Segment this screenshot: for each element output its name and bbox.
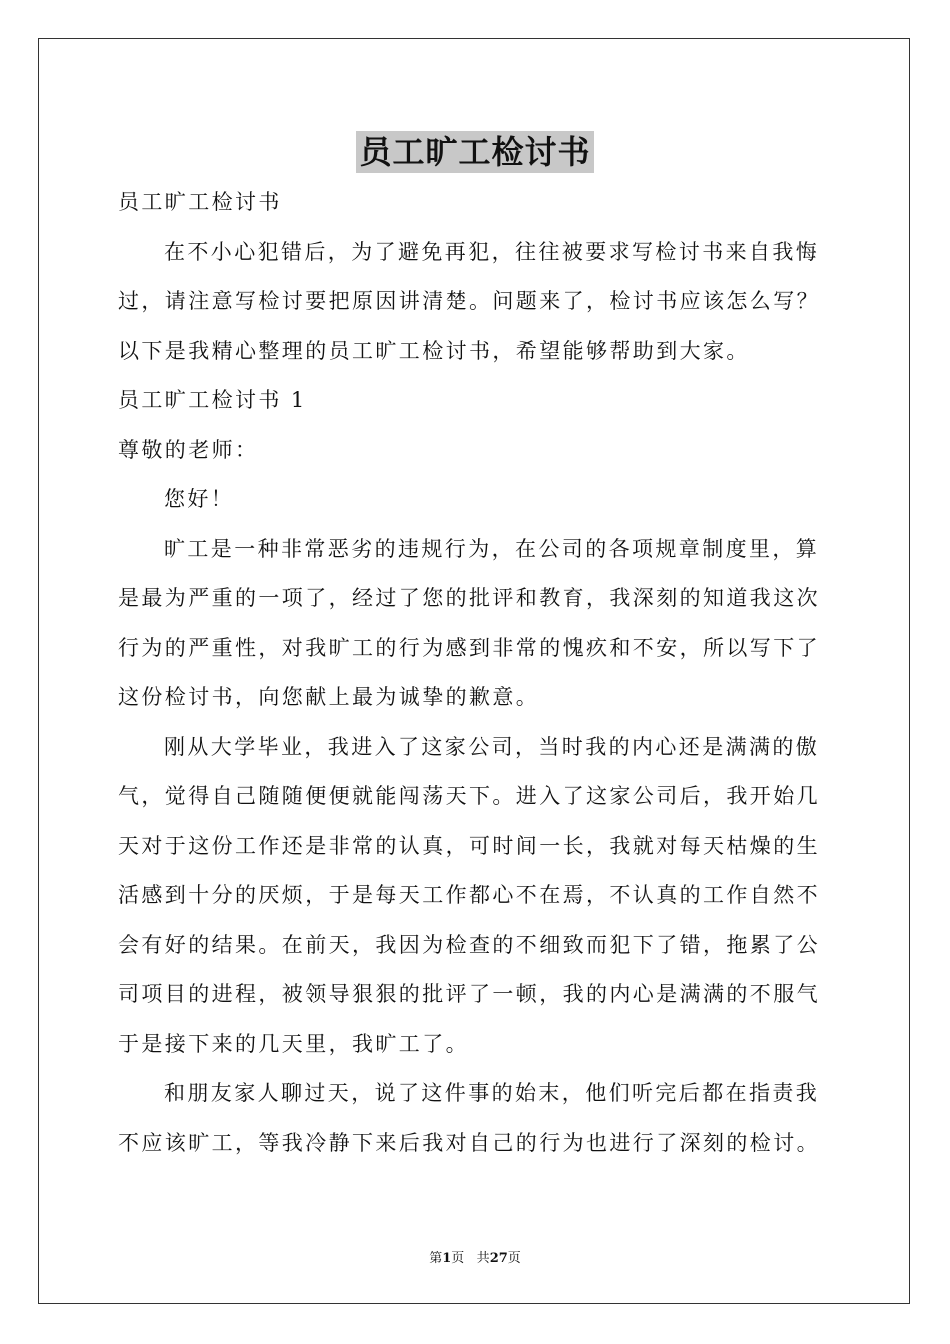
text-line: 会有好的结果。在前天，我因为检查的不细致而犯下了错，拖累了公 (118, 932, 820, 957)
footer-total-suffix: 页 (507, 1251, 521, 1266)
document-title: 员工旷工检讨书 (356, 131, 593, 173)
text-line: 是最为严重的一项了，经过了您的批评和教育，我深刻的知道我这次 (118, 586, 820, 610)
text-line: 行为的严重性，对我旷工的行为感到非常的愧疚和不安，所以写下了 (118, 635, 820, 660)
text-line: 司项目的进程，被领导狠狠的批评了一顿，我的内心是满满的不服气 (118, 982, 820, 1006)
footer-page-number: 1 (442, 1251, 452, 1266)
text-line: 刚从大学毕业，我进入了这家公司，当时我的内心还是满满的傲 (164, 734, 820, 759)
text-line: 过，请注意写检讨要把原因讲清楚。问题来了，检讨书应该怎么写？ (118, 289, 820, 313)
text-line: 气，觉得自己随随便便就能闯荡天下。进入了这家公司后，我开始几 (118, 784, 820, 808)
text-line: 在不小心犯错后，为了避免再犯，往往被要求写检讨书来自我悔 (164, 239, 820, 264)
text-line: 尊敬的老师： (118, 437, 259, 462)
text-line: 不应该旷工，等我冷静下来后我对自己的行为也进行了深刻的检讨。 (118, 1130, 820, 1155)
document-title-wrap (0, 127, 950, 173)
footer-page-suffix: 页 (451, 1251, 465, 1266)
text-line: 和朋友家人聊过天，说了这件事的始末，他们听完后都在指责我 (164, 1081, 820, 1105)
footer-page-prefix: 第 (429, 1251, 443, 1266)
document-body (118, 178, 834, 1168)
page-footer (0, 1247, 950, 1266)
text-line: 员工旷工检讨书 1 (118, 388, 307, 412)
text-line: 于是接下来的几天里，我旷工了。 (118, 1031, 469, 1056)
text-line: 员工旷工检讨书 (118, 190, 282, 214)
text-line: 这份检讨书，向您献上最为诚挚的歉意。 (118, 685, 540, 709)
footer-total-prefix: 共 (476, 1251, 490, 1266)
text-line: 以下是我精心整理的员工旷工检讨书，希望能够帮助到大家。 (118, 338, 750, 363)
text-line: 旷工是一种非常恶劣的违规行为，在公司的各项规章制度里，算 (164, 536, 820, 561)
text-line: 您好！ (164, 487, 235, 511)
text-line: 天对于这份工作还是非常的认真，可时间一长，我就对每天枯燥的生 (118, 833, 820, 858)
footer-total-number: 27 (489, 1251, 508, 1266)
text-line: 活感到十分的厌烦，于是每天工作都心不在焉，不认真的工作自然不 (118, 883, 820, 907)
